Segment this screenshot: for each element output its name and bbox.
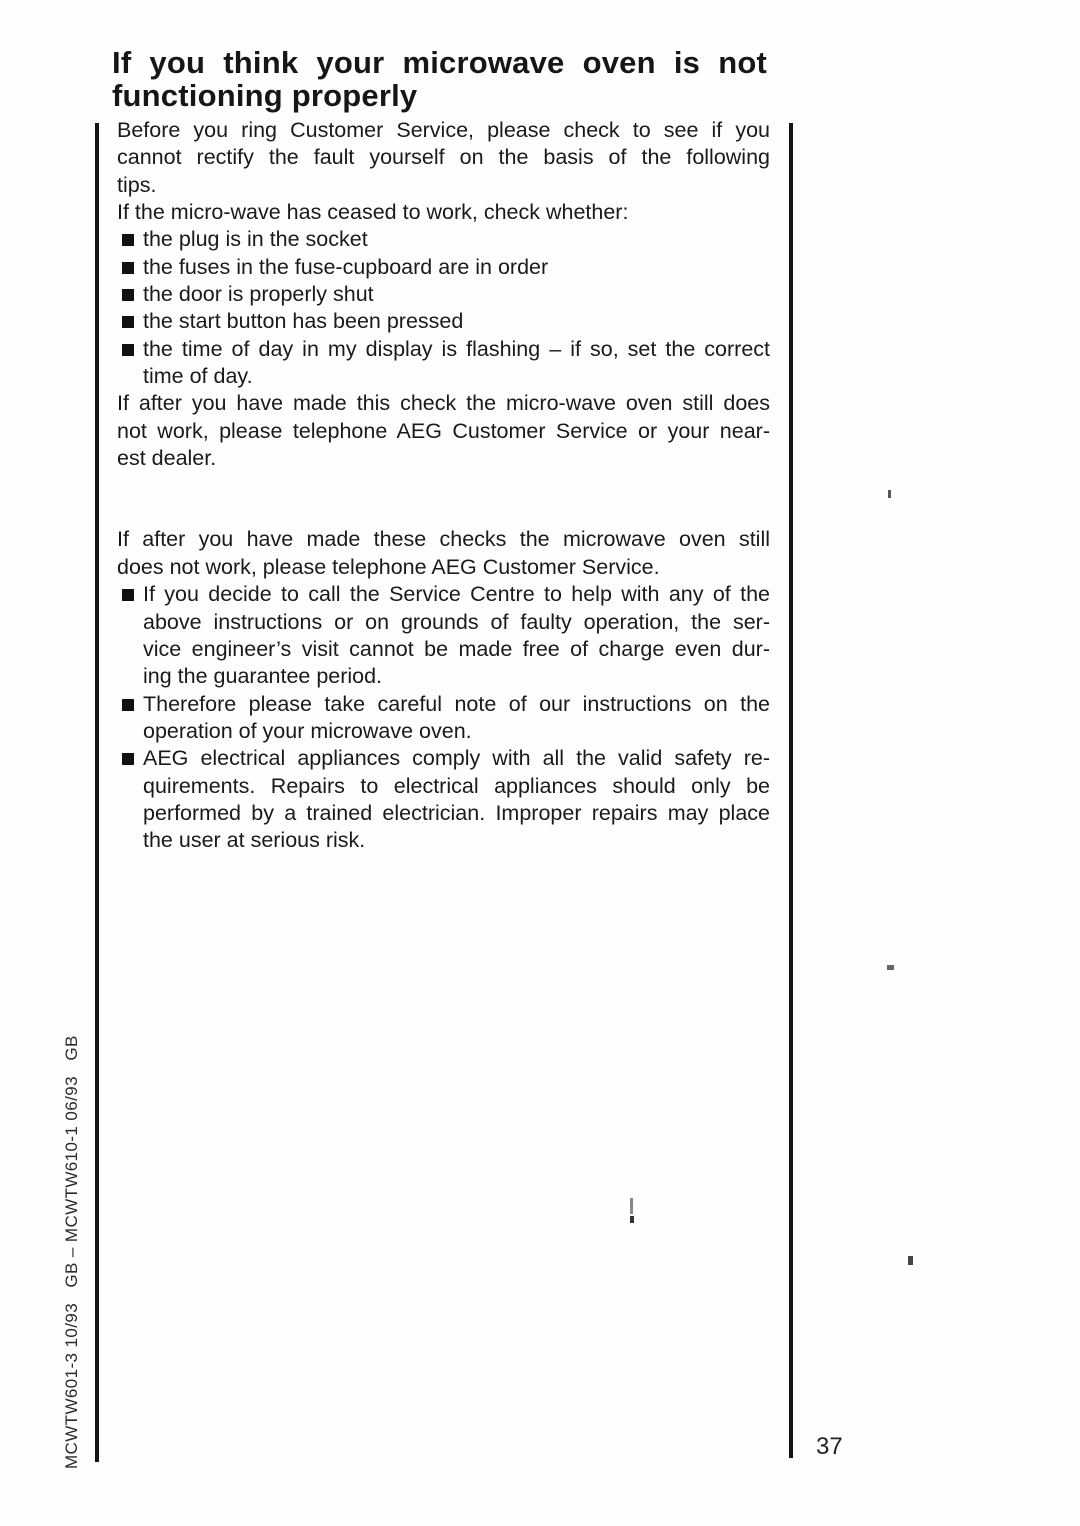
list-item-text: ing the guarantee period. xyxy=(143,664,383,689)
list-item-text: the start button has been pressed xyxy=(143,309,464,334)
text-line: not work, please telephone AEG Customer Service or your near- xyxy=(117,418,770,443)
page-title-line2: functioning properly xyxy=(112,78,418,113)
text-line: est dealer. xyxy=(117,446,217,471)
bullet-square-icon xyxy=(122,753,134,765)
text-line: Before you ring Customer Service, please check to see if you xyxy=(117,118,770,142)
bullet-square-icon xyxy=(122,289,134,301)
bullet-square-icon xyxy=(122,589,134,601)
scan-speck xyxy=(908,1256,913,1265)
list-item-text: the user at serious risk. xyxy=(143,828,366,853)
list-item-text: quirements. Repairs to electrical appliances should only be xyxy=(143,773,770,798)
list-item-text: the time of day in my display is flashing – if so, set the correct xyxy=(143,336,770,361)
scan-speck xyxy=(630,1198,633,1214)
list-item-text: the plug is in the socket xyxy=(143,227,368,252)
list-item-text: time of day. xyxy=(143,364,253,389)
bullet-square-icon xyxy=(122,262,134,274)
body-text xyxy=(117,117,770,855)
left-vertical-rule xyxy=(95,123,99,1462)
section-gap xyxy=(117,472,770,526)
text-line: If after you have made this check the micro-wave oven still does xyxy=(117,391,770,416)
text-line: cannot rectify the fault yourself on the basis of the following xyxy=(117,145,770,170)
list-item-text: AEG electrical appliances comply with all the valid safety re- xyxy=(143,746,770,771)
list-item-text: the fuses in the fuse-cupboard are in order xyxy=(143,254,549,279)
list-item-text: If you decide to call the Service Centre to help with any of the xyxy=(143,582,770,607)
list-item xyxy=(117,308,770,335)
list-item xyxy=(117,281,770,308)
scan-speck xyxy=(888,490,891,498)
bullet-square-icon xyxy=(122,699,134,711)
list-item xyxy=(117,254,770,281)
text-line: If the micro-wave has ceased to work, check whether: xyxy=(117,200,629,225)
text-line: tips. xyxy=(117,172,157,197)
bullet-square-icon xyxy=(122,316,134,328)
right-vertical-rule xyxy=(789,123,793,1458)
spine-print-code: MCWTW601-3 10/93 GB – MCWTW610-1 06/93 GB xyxy=(62,1035,81,1469)
bullet-square-icon xyxy=(122,344,134,356)
list-item-text: the door is properly shut xyxy=(143,282,374,307)
list-item xyxy=(117,581,770,690)
list-item-text: above instructions or on grounds of faulty operation, the ser- xyxy=(143,609,770,634)
page-title-line1: If you think your microwave oven is not xyxy=(112,45,767,80)
list-item xyxy=(117,691,770,746)
list-item-text: performed by a trained electrician. Improper repairs may place xyxy=(143,800,770,825)
page-title xyxy=(112,46,767,112)
text-line: does not work, please telephone AEG Customer Service. xyxy=(117,554,660,579)
bullet-square-icon xyxy=(122,234,134,246)
page-number: 37 xyxy=(816,1433,843,1460)
list-item xyxy=(117,226,770,253)
list-item-text: vice engineer’s visit cannot be made free of charge even dur- xyxy=(143,636,770,661)
text-line: If after you have made these checks the microwave oven still xyxy=(117,527,770,552)
list-item xyxy=(117,336,770,391)
list-item xyxy=(117,745,770,854)
scan-speck xyxy=(887,965,894,970)
scan-speck xyxy=(630,1216,634,1223)
list-item-text: operation of your microwave oven. xyxy=(143,718,472,743)
list-item-text: Therefore please take careful note of our instructions on the xyxy=(143,691,770,716)
